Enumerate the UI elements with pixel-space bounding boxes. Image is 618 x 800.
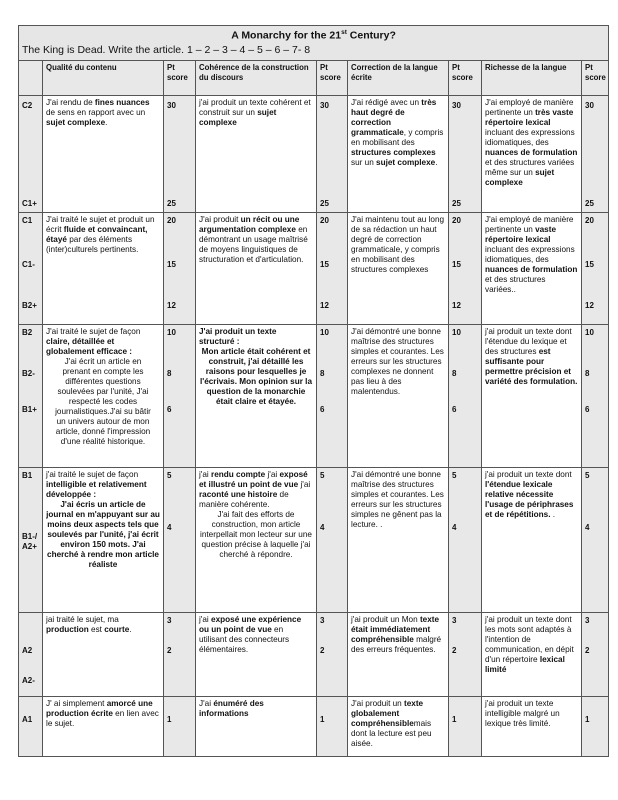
pt-header: Pt score [317, 61, 348, 96]
score-cell [317, 697, 348, 757]
score-value: 30 [320, 101, 329, 110]
correction-header: Correction de la langue écrite [348, 61, 449, 96]
text-run: j'ai produit un texte dont les mots sont adaptés à l'intention de communication, en dépit d'un répertoire [485, 615, 574, 664]
text-run: exposé une expérience ou un point de vue [199, 615, 302, 634]
level-cell [19, 213, 43, 325]
text-run: énuméré des informations [199, 699, 264, 718]
score-cell [449, 613, 482, 697]
title-banner [19, 26, 609, 61]
text-run: très vaste répertoire lexical [485, 108, 574, 127]
score-value: 8 [452, 369, 457, 378]
level-row [19, 325, 609, 468]
text-run: J'ai démontré une bonne maîtrise des structures simples et courantes. Les erreurs sur les structures simples ne gênent pas la lecture. . [351, 470, 444, 529]
score-value: 25 [167, 199, 176, 208]
score-value: 15 [452, 260, 461, 269]
content-cell [43, 613, 164, 697]
score-value: 30 [167, 101, 176, 110]
score-value: 4 [585, 523, 590, 532]
score-value: 8 [167, 369, 172, 378]
text-run: . [550, 510, 556, 519]
score-cell [449, 468, 482, 613]
content-cell-intro [46, 327, 160, 357]
text-run: et des structures variées.. [485, 275, 546, 294]
score-value: 6 [585, 405, 590, 414]
text-run: un récit ou une argumentation complexe [199, 215, 300, 234]
text-run: J'ai employé de manière pertinente un [485, 98, 574, 117]
score-value: 12 [167, 301, 176, 310]
text-run: lexical limité [485, 655, 565, 674]
level-label: B1+ [22, 405, 37, 414]
content-cell-note: J'ai écris un article de journal en m'appuyant sur au moins deux aspects tels que soulevés par l'unité, j'ai écrit environ 150 mots. J'ai cherché à rendre mon article réaliste [46, 500, 160, 569]
score-cell [164, 96, 196, 213]
level-row [19, 697, 609, 757]
text-run: et des structures variées même sur un [485, 158, 575, 177]
text-run: claire, détaillée et globalement efficace : [46, 337, 132, 356]
content-cell-note: J'ai écrit un article en prenant en compte les différentes questions soulevées par l'unité, J'ai respecté les codes journalistiques.J'ai su bâtir un univers autour de mon article, donné l'impression d'une réalité historique. [55, 357, 151, 446]
score-value: 25 [452, 199, 461, 208]
score-cell [164, 613, 196, 697]
coherence-cell [196, 697, 317, 757]
pt-header: Pt score [582, 61, 609, 96]
correction-cell [348, 697, 449, 757]
text-run: fluide et convaincant, étayé [46, 225, 148, 244]
text-run: j'ai traité le sujet de façon [46, 470, 139, 479]
score-value: 15 [320, 260, 329, 269]
text-run: par des éléments (inter)culturels pertinents. [46, 235, 139, 254]
level-cell [19, 468, 43, 613]
level-row [19, 213, 609, 325]
coherence-cell [196, 468, 317, 613]
level-row [19, 96, 609, 213]
level-label: B2- [22, 369, 35, 378]
score-cell [582, 325, 609, 468]
text-run: j'ai produit un Mon [351, 615, 420, 624]
level-label: B1-/ A2+ [22, 532, 38, 551]
level-cell [19, 613, 43, 697]
score-cell [582, 96, 609, 213]
coherence-cell [196, 96, 317, 213]
text-run: j'ai produit un texte dont l'étendue du lexique et des structures [485, 327, 572, 356]
score-cell [317, 613, 348, 697]
content-cell [43, 697, 164, 757]
instructions: The King is Dead. Write the article. 1 – 2 – 3 – 4 – 5 – 6 – 7- 8 [22, 44, 311, 57]
score-cell [164, 325, 196, 468]
text-run: intelligible et relativement développée : [46, 480, 147, 499]
text-run: en démontrant un usage maîtrisé de moyens linguistiques de structuration et d'articulation. [199, 225, 308, 264]
text-run: exposé et illustré un point de vue [199, 470, 308, 489]
text-run: courte [104, 625, 130, 634]
score-value: 1 [320, 715, 325, 724]
text-run: vaste répertoire lexical [485, 225, 557, 244]
score-value: 12 [320, 301, 329, 310]
score-value: 6 [167, 405, 172, 414]
score-value: 5 [320, 471, 325, 480]
level-header [19, 61, 43, 96]
score-cell [449, 213, 482, 325]
text-run: fines nuances [94, 98, 150, 107]
richness-cell [482, 613, 582, 697]
level-label: B1 [22, 471, 33, 480]
level-label: C2 [22, 101, 33, 110]
text-run: sujet complexe [485, 168, 555, 187]
score-value: 2 [585, 646, 590, 655]
score-value: 1 [167, 715, 172, 724]
score-cell [582, 213, 609, 325]
level-label: A2 [22, 646, 33, 655]
page-title: A Monarchy for the 21st Century? [231, 29, 396, 42]
score-cell [317, 96, 348, 213]
score-cell [582, 697, 609, 757]
score-value: 30 [452, 101, 461, 110]
richness-cell [482, 96, 582, 213]
content-cell [43, 96, 164, 213]
score-value: 3 [585, 616, 590, 625]
coherence-cell-note: J'ai fait des efforts de construction, mon article interpellait mon lecteur sur une question précise à laquelle j'ai cherché à répondre. [200, 510, 312, 559]
content-cell-intro [46, 470, 160, 500]
text-run: sur un [351, 158, 377, 167]
text-run: j'ai [199, 470, 212, 479]
level-row [19, 468, 609, 613]
text-run: J'ai rédigé avec un [351, 98, 422, 107]
text-run: jai traité le sujet, ma [46, 615, 119, 624]
level-label: A1 [22, 715, 33, 724]
level-cell [19, 697, 43, 757]
text-run: sujet complexe [46, 118, 106, 127]
score-value: 12 [585, 301, 594, 310]
level-label: B2+ [22, 301, 37, 310]
text-run: , y compris en mobilisant des [351, 128, 444, 147]
level-cell [19, 325, 43, 468]
text-run: j'ai [199, 615, 212, 624]
level-label: A2- [22, 676, 35, 685]
text-run: est [88, 625, 105, 634]
score-value: 8 [585, 369, 590, 378]
score-cell [582, 613, 609, 697]
score-cell [164, 697, 196, 757]
richness-cell [482, 468, 582, 613]
level-label: C1- [22, 260, 35, 269]
score-cell [164, 468, 196, 613]
level-label: C1 [22, 216, 33, 225]
text-run: malgré des erreurs fréquentes. [351, 635, 442, 654]
text-run: J'ai maintenu tout au long de sa rédaction un haut degré de correction grammaticale, y compris en mobilisant des structures complexes [351, 215, 445, 274]
score-cell [449, 697, 482, 757]
score-value: 4 [320, 523, 325, 532]
coherence-cell-intro: J'ai produit un texte structuré : [199, 327, 277, 346]
score-value: 3 [452, 616, 457, 625]
level-label: C1+ [22, 199, 37, 208]
score-value: 3 [320, 616, 325, 625]
text-run: amorcé une production écrite [46, 699, 153, 718]
score-value: 12 [452, 301, 461, 310]
content-cell [43, 213, 164, 325]
score-value: 10 [167, 328, 176, 337]
correction-cell [348, 325, 449, 468]
pt-header: Pt score [164, 61, 196, 96]
text-run: texte était immédiatement compréhensible [351, 615, 440, 644]
text-run: J'ai rendu de [46, 98, 95, 107]
text-run: J'ai démontré une bonne maîtrise des structures simples et courantes. Les erreurs sur les structures complexes ne donnent pas lieu à des malentendus. [351, 327, 444, 396]
score-cell [449, 325, 482, 468]
content-header: Qualité du contenu [43, 61, 164, 96]
header-row [19, 61, 609, 96]
score-value: 4 [452, 523, 457, 532]
score-value: 10 [452, 328, 461, 337]
score-cell [164, 213, 196, 325]
coherence-header: Cohérence de la construction du discours [196, 61, 317, 96]
text-run: rendu compte [211, 470, 266, 479]
score-value: 25 [320, 199, 329, 208]
text-run: sujet complexe [199, 108, 277, 127]
score-cell [317, 325, 348, 468]
text-run: sujet complexe [376, 158, 436, 167]
level-label: B2 [22, 328, 33, 337]
coherence-cell [196, 613, 317, 697]
text-run: j'ai produit un texte intelligible malgré un lexique très limité. [485, 699, 560, 728]
text-run: incluant des expressions idiomatiques, des [485, 128, 575, 147]
text-run: j'ai produit un texte dont [485, 470, 572, 479]
text-run: . [435, 158, 438, 167]
score-value: 5 [167, 471, 172, 480]
text-run: j'ai [298, 480, 311, 489]
correction-cell [348, 96, 449, 213]
text-run: mais dont la lecture est peu aisée. [351, 719, 432, 748]
text-run: incluant des expressions idiomatiques, des [485, 245, 575, 264]
content-cell [43, 468, 164, 613]
assessment-grid [18, 25, 609, 757]
score-cell [317, 213, 348, 325]
text-run: raconté une histoire [199, 490, 278, 499]
score-value: 2 [452, 646, 457, 655]
richness-cell [482, 325, 582, 468]
score-value: 10 [320, 328, 329, 337]
text-run: nuances de formulation [485, 265, 578, 274]
richness-header: Richesse de la langue [482, 61, 582, 96]
pt-header: Pt score [449, 61, 482, 96]
text-run: nuances de formulation [485, 148, 578, 157]
level-row [19, 613, 609, 697]
score-value: 20 [452, 216, 461, 225]
score-value: 1 [585, 715, 590, 724]
text-run: J'ai produit [199, 215, 241, 224]
score-value: 5 [452, 471, 457, 480]
text-run: l'étendue lexicale relative nécessite l'usage de périphrases et de répétitions. [485, 480, 574, 519]
correction-cell [348, 213, 449, 325]
text-run: J'ai traité le sujet et produit un écrit [46, 215, 155, 234]
score-value: 25 [585, 199, 594, 208]
score-value: 5 [585, 471, 590, 480]
text-run: J'ai employé de manière pertinente un [485, 215, 574, 234]
coherence-cell-intro [199, 470, 313, 510]
score-value: 1 [452, 715, 457, 724]
content-cell [43, 325, 164, 468]
text-run: de manière cohérente. [199, 490, 289, 509]
score-cell [449, 96, 482, 213]
correction-cell [348, 613, 449, 697]
text-run: de sens en rapport avec un [46, 108, 146, 117]
correction-cell [348, 468, 449, 613]
coherence-cell [196, 325, 317, 468]
text-run: j'ai produit un texte cohérent et construit sur un [199, 98, 311, 117]
text-run: en lien avec le sujet. [46, 709, 159, 728]
score-value: 15 [585, 260, 594, 269]
score-value: 3 [167, 616, 172, 625]
text-run: production [46, 625, 89, 634]
text-run: J'ai produit un [351, 699, 404, 708]
score-value: 2 [167, 646, 172, 655]
rubric-rows [19, 96, 609, 757]
score-value: 8 [320, 369, 325, 378]
score-cell [317, 468, 348, 613]
level-cell [19, 96, 43, 213]
text-run: est suffisante pour permettre précision et variété des formulation. [485, 347, 578, 386]
score-cell [582, 468, 609, 613]
coherence-cell [196, 213, 317, 325]
text-run: très haut degré de correction grammaticale [351, 98, 437, 137]
score-value: 2 [320, 646, 325, 655]
score-value: 6 [320, 405, 325, 414]
coherence-cell-note: Mon article était cohérent et construit, j'ai détaillé les raisons pour lesquelles je l'écrivais. Mon opinion sur la question de la monarchie était claire et étayée. [199, 347, 313, 406]
text-run: en utilisant des connecteurs élémentaires. [199, 625, 290, 654]
score-value: 20 [167, 216, 176, 225]
text-run: j'ai [265, 470, 280, 479]
text-run: texte globalement compréhensible [351, 699, 424, 728]
text-run: . [105, 118, 108, 127]
text-run: J'ai traité le sujet de façon [46, 327, 141, 336]
richness-cell [482, 697, 582, 757]
richness-cell [482, 213, 582, 325]
score-value: 4 [167, 523, 172, 532]
score-value: 6 [452, 405, 457, 414]
text-run: . [129, 625, 132, 634]
text-run: J' ai simplement [46, 699, 107, 708]
score-value: 30 [585, 101, 594, 110]
text-run: structures complexes [351, 148, 436, 157]
score-value: 20 [320, 216, 329, 225]
score-value: 20 [585, 216, 594, 225]
score-value: 10 [585, 328, 594, 337]
text-run: J'ai [199, 699, 214, 708]
score-value: 15 [167, 260, 176, 269]
